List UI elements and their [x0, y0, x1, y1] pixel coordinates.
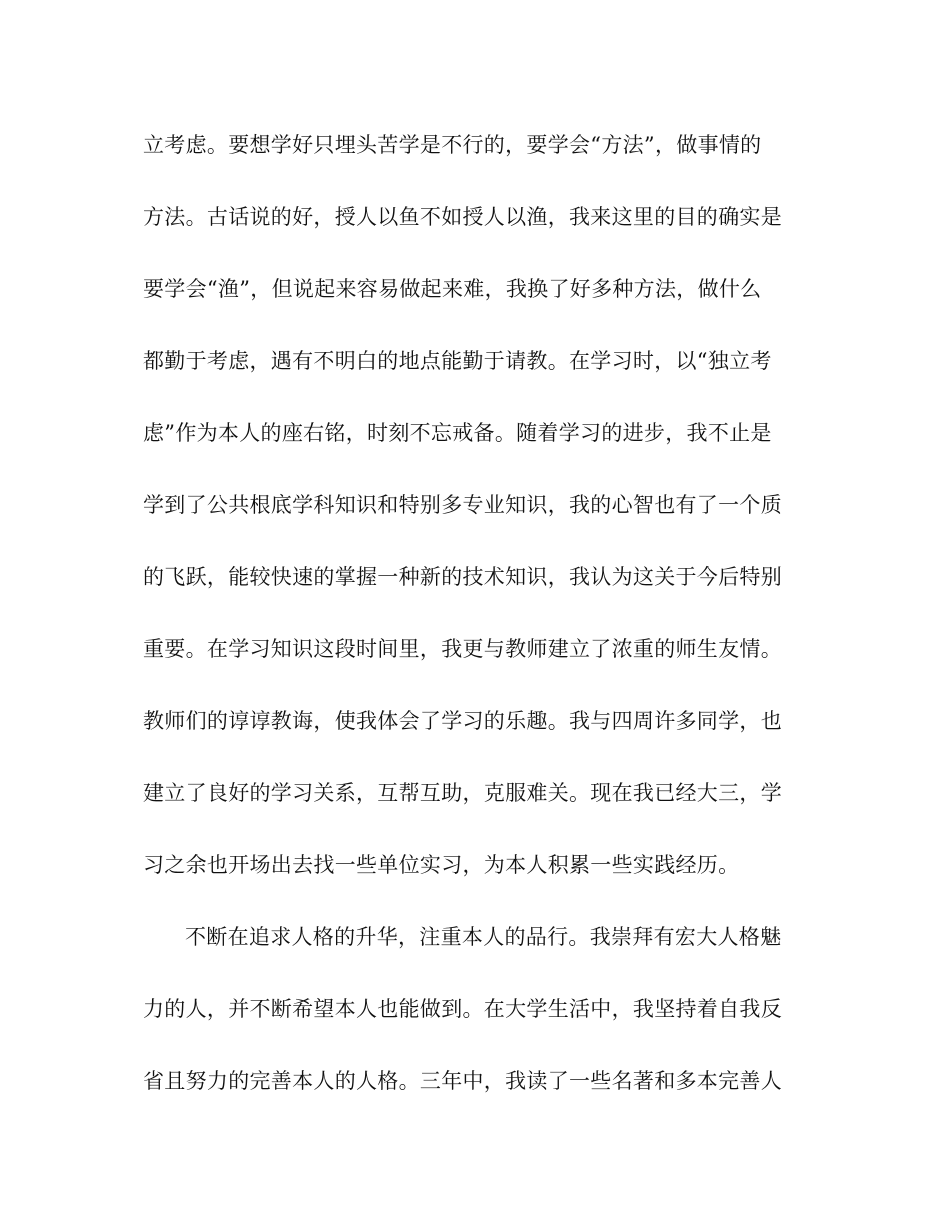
paragraph-line-2: 方法。古话说的好，授人以鱼不如授人以渔，我来这里的目的确实是	[143, 205, 782, 229]
paragraph-line-11: 习之余也开场出去找一些单位实习，为本人积累一些实践经历。	[143, 853, 740, 877]
paragraph-line-8: 重要。在学习知识这段时间里，我更与教师建立了浓重的师生友情。	[143, 637, 782, 661]
paragraph-line-4: 都勤于考虑，遇有不明白的地点能勤于请教。在学习时，以“独立考	[143, 349, 772, 373]
paragraph-line-13: 力的人，并不断希望本人也能做到。在大学生活中，我坚持着自我反	[143, 997, 782, 1021]
paragraph-line-9: 教师们的谆谆教诲，使我体会了学习的乐趣。我与四周许多同学，也	[143, 709, 782, 733]
paragraph-line-7: 的飞跃，能较快速的掌握一种新的技术知识，我认为这关于今后特别	[143, 565, 782, 589]
paragraph-line-3: 要学会“渔”，但说起来容易做起来难，我换了好多种方法，做什么	[143, 277, 762, 301]
paragraph-line-14: 省且努力的完善本人的人格。三年中，我读了一些名著和多本完善人	[143, 1069, 782, 1093]
paragraph-line-5: 虑”作为本人的座右铭，时刻不忘戒备。随着学习的进步，我不止是	[143, 421, 772, 445]
paragraph-line-10: 建立了良好的学习关系，互帮互助，克服难关。现在我已经大三，学	[143, 781, 782, 805]
paragraph-line-6: 学到了公共根底学科知识和特别多专业知识，我的心智也有了一个质	[143, 493, 782, 517]
paragraph-line-1: 立考虑。要想学好只埋头苦学是不行的，要学会“方法”，做事情的	[143, 133, 762, 157]
paragraph-line-12: 不断在追求人格的升华，注重本人的品行。我崇拜有宏大人格魅	[185, 925, 782, 949]
